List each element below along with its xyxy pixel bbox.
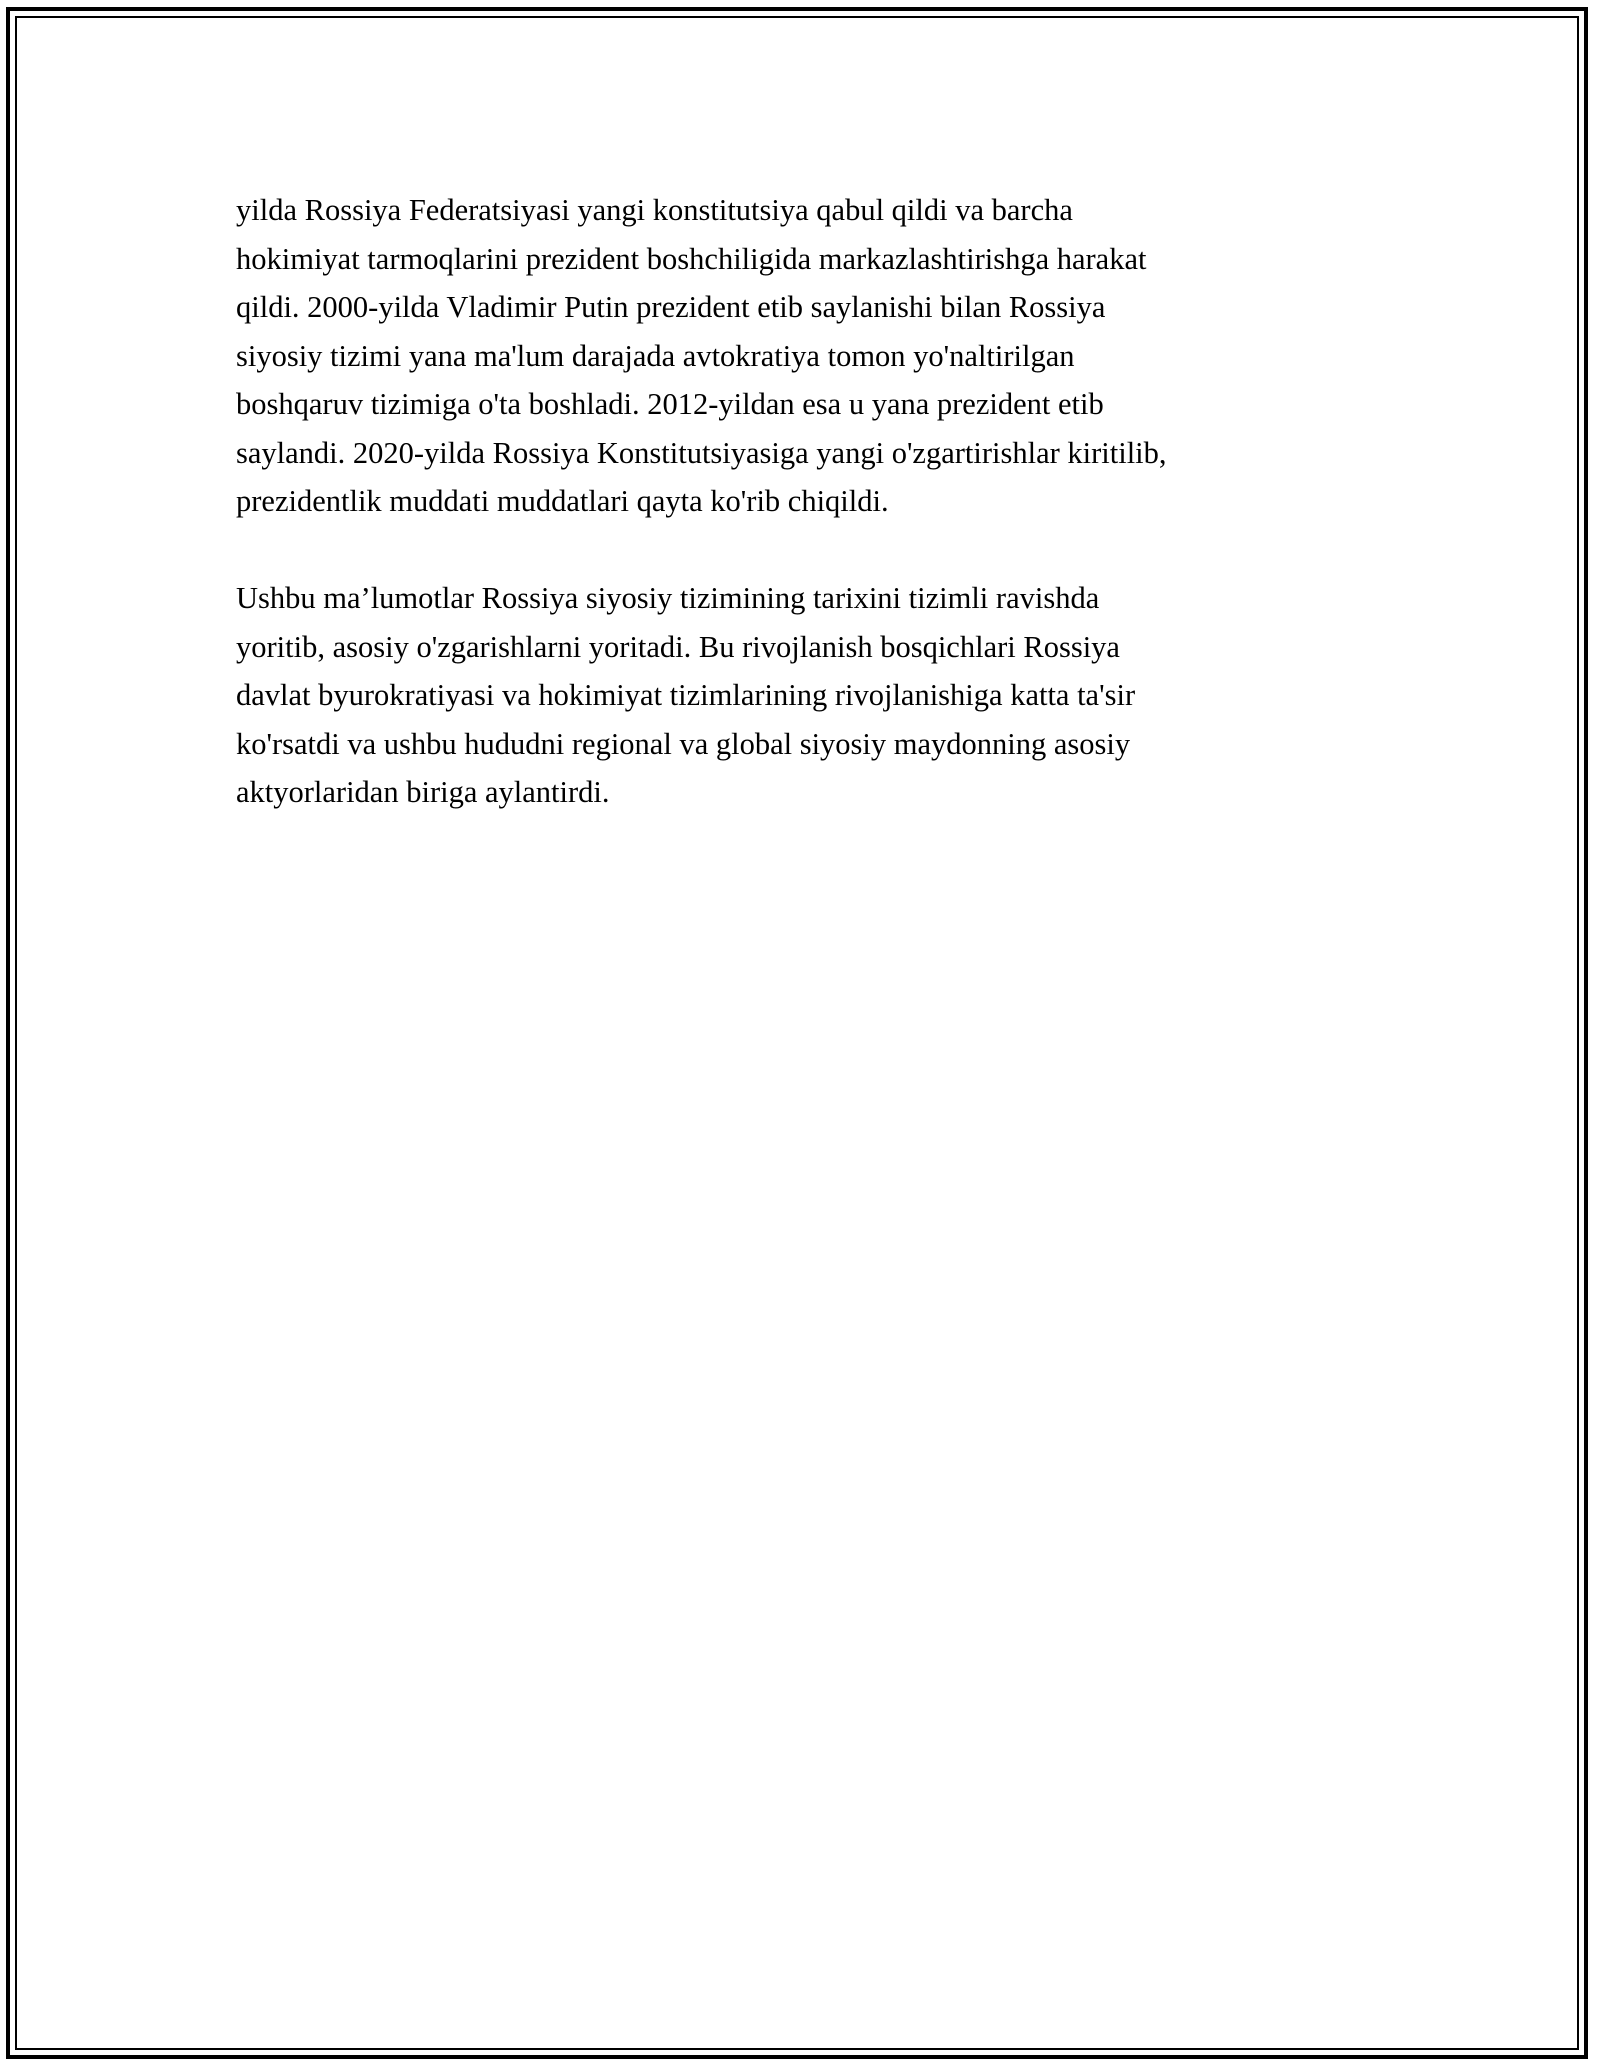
text-line: siyosiy tizimi yana ma'lum darajada avtokratiya tomon yo'naltirilgan	[236, 338, 1075, 373]
document-body	[236, 186, 1376, 865]
paragraph-1	[236, 186, 1376, 526]
text-line: yilda Rossiya Federatsiyasi yangi konstitutsiya qabul qildi va barcha	[236, 193, 1073, 227]
text-line: ko'rsatdi va ushbu hududni regional va global siyosiy maydonning asosiy	[236, 726, 1131, 761]
paragraph-2	[236, 574, 1376, 817]
text-line: hokimiyat tarmoqlarini prezident boshchiligida markazlashtirishga harakat	[236, 241, 1147, 276]
text-line: qildi. 2000-yilda Vladimir Putin prezident etib saylanishi bilan Rossiya	[236, 290, 1106, 324]
text-line: saylandi. 2020-yilda Rossiya Konstitutsiyasiga yangi o'zgartirishlar kiritilib,	[236, 435, 1167, 470]
text-line: yoritib, asosiy o'zgarishlarni yoritadi. Bu rivojlanish bosqichlari Rossiya	[236, 629, 1120, 664]
text-line: davlat byurokratiyasi va hokimiyat tizimlarining rivojlanishiga katta ta'sir	[236, 678, 1136, 712]
text-line: boshqaruv tizimiga o'ta boshladi. 2012-yildan esa u yana prezident etib	[236, 387, 1104, 421]
text-line: prezidentlik muddati muddatlari qayta ko'rib chiqildi.	[236, 484, 889, 518]
text-line: aktyorlaridan biriga aylantirdi.	[236, 775, 610, 809]
text-line: Ushbu ma’lumotlar Rossiya siyosiy tizimining tarixini tizimli ravishda	[236, 581, 1100, 615]
